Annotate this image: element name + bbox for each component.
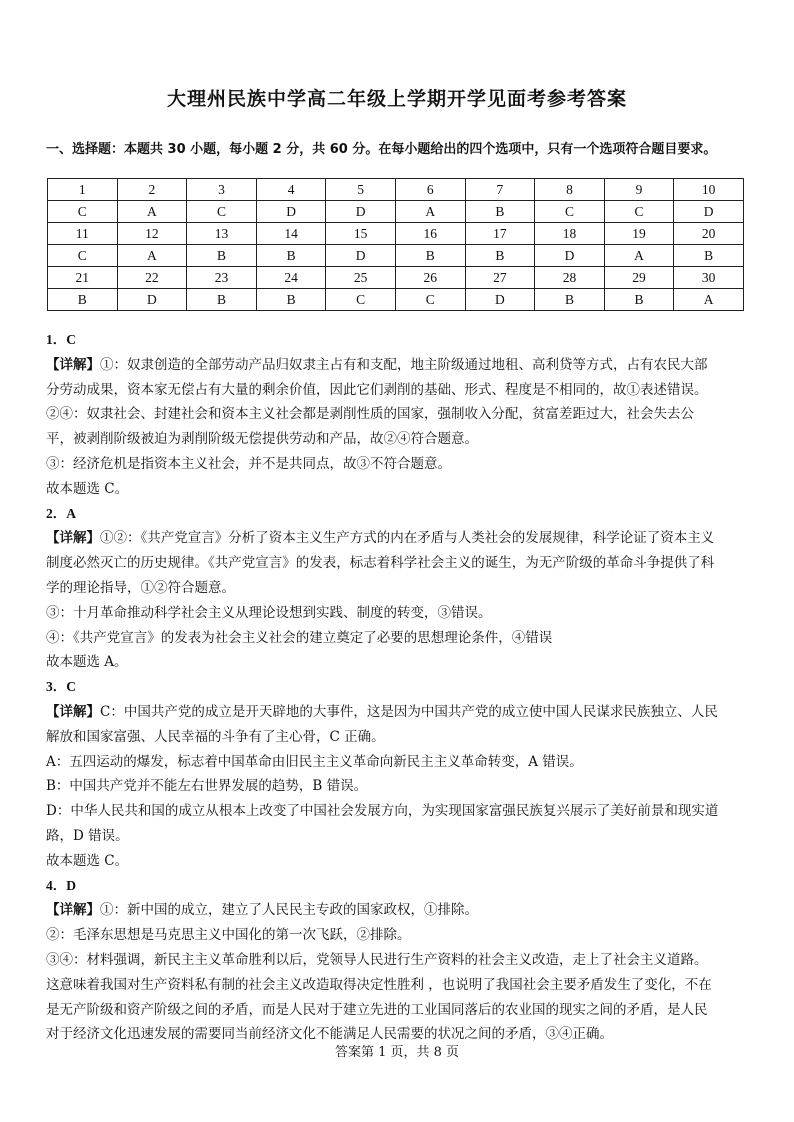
question-number-cell: 20 [674,223,744,245]
explanation-text: ③：十月革命推动科学社会主义从理论设想到实践、制度的转变，③错误。 [46,604,492,621]
page-footer: 答案第 1 页，共 8 页 [334,1045,460,1060]
answer-cell: A [674,289,744,311]
question-number-cell: 1 [48,179,118,201]
answer-cell: C [48,201,118,223]
explanation-tag: 【详解】 [46,703,100,720]
question-number-row [48,179,744,201]
question-number-cell: 15 [326,223,396,245]
question-number-row [48,223,744,245]
explanation-line [46,378,758,403]
question-number-cell: 14 [256,223,326,245]
answer-cell: B [674,245,744,267]
explanation-line [46,750,758,775]
explanation-line [46,402,758,427]
question-number: 1．C [46,332,76,347]
answer-row [48,245,744,267]
answer-cell: D [326,201,396,223]
explanation-line [46,923,758,948]
question-number-cell: 13 [187,223,257,245]
explanation-line [46,898,758,923]
question-number-cell: 22 [117,267,187,289]
explanation-text: 分劳动成果，资本家无偿占有大量的剩余价值，因此它们剥削的基础、形式、程度是不相同的，故①表述错误。 [46,381,708,398]
explanation-text: 是无产阶级和资产阶级之间的矛盾，而是人民对于建立先进的工业国同落后的农业国的现实之间的矛盾，是人民 [46,1001,708,1018]
question-number: 4．D [46,877,76,893]
explanation-text: D：中华人民共和国的成立从根本上改变了中国社会发展方向，为实现国家富强民族复兴展示了美好前景和现实道 [46,803,719,820]
explanation-text: 故本题选 C。 [46,852,129,869]
question-number-cell: 26 [395,267,465,289]
question-number-cell: 11 [48,223,118,245]
answer-cell: D [535,245,605,267]
explanations [46,328,758,1047]
answer-cell: C [187,201,257,223]
answer-cell: C [48,245,118,267]
explanation-line [46,601,758,626]
document-title: 大理州民族中学高二年级上学期开学见面考参考答案 [166,88,627,110]
explanation-text: ④：《共产党宣言》的发表为社会主义社会的建立奠定了必要的思想理论条件，④错误 [46,629,553,646]
explanation-text: 对于经济文化迅速发展的需要同当前经济文化不能满足人民需要的状况之间的矛盾，③④正确。 [46,1026,613,1043]
question-number-cell: 9 [604,179,674,201]
explanation-line [46,626,758,651]
question-number-cell: 2 [117,179,187,201]
answer-cell: B [187,245,257,267]
explanation-line [46,650,758,675]
explanation-text: 这意味着我国对生产资料私有制的社会主义改造取得决定性胜利 ，也说明了我国社会主要矛盾发生了变化，不在 [46,976,712,993]
question-number-row [48,267,744,289]
answer-row [48,201,744,223]
question-number-cell: 24 [256,267,326,289]
explanation-text: 路，D 错误。 [46,827,129,844]
explanation-text: ③：经济危机是指资本主义社会，并不是共同点，故③不符合题意。 [46,455,451,472]
answer-table [47,178,744,311]
answer-cell: B [465,201,535,223]
answer-cell: C [535,201,605,223]
explanation-line [46,973,758,998]
explanation-line [46,948,758,973]
explanation-line [46,725,758,750]
question-number-cell: 28 [535,267,605,289]
section-heading: 一、选择题：本题共 30 小题，每小题 2 分，共 60 分。在每小题给出的四个选项中，只有一个选项符合题目要求。 [46,142,717,157]
question-number-cell: 27 [465,267,535,289]
answer-cell: C [326,289,396,311]
answer-cell: D [256,201,326,223]
explanation-text: 故本题选 C。 [46,480,129,497]
question-number-cell: 8 [535,179,605,201]
answer-cell: B [604,289,674,311]
question-number-cell: 3 [187,179,257,201]
explanation-text: ②：毛泽东思想是马克思主义中国化的第一次飞跃，②排除。 [46,927,411,944]
explanation-text: A：五四运动的爆发，标志着中国革命由旧民主主义革命向新民主主义革命转变，A 错误。 [46,753,583,770]
explanation-text: ①：奴隶创造的全部劳动产品归奴隶主占有和支配，地主阶级通过地租、高利贷等方式，占有农民大部 [100,356,708,373]
answer-cell: B [256,245,326,267]
answer-cell: B [187,289,257,311]
question-number-cell: 7 [465,179,535,201]
question-number-cell: 29 [604,267,674,289]
question-number: 2．A [46,505,76,521]
explanation-text: ②④：奴隶社会、封建社会和资本主义社会都是剥削性质的国家，强制收入分配，贫富差距过大，社会失去公 [46,406,694,423]
explanation-line [46,576,758,601]
question-number-cell: 19 [604,223,674,245]
answer-cell: A [117,245,187,267]
answer-cell: C [604,201,674,223]
question-number-cell: 5 [326,179,396,201]
question-number-cell: 16 [395,223,465,245]
explanation-line [46,427,758,452]
answer-cell: B [48,289,118,311]
question-number-cell: 12 [117,223,187,245]
answer-cell: D [117,289,187,311]
question-number-cell: 23 [187,267,257,289]
explanation-line [46,452,758,477]
explanation-text: C：中国共产党的成立是开天辟地的大事件，这是因为中国共产党的成立使中国人民谋求民族独立、人民 [100,703,718,720]
answer-cell: B [256,289,326,311]
question-number-cell: 30 [674,267,744,289]
answer-cell: A [604,245,674,267]
explanation-line [46,824,758,849]
explanation-line [46,526,758,551]
answer-cell: C [395,289,465,311]
answer-cell: B [395,245,465,267]
question-number-cell: 18 [535,223,605,245]
answer-row [48,289,744,311]
explanation-text: 制度必然灭亡的历史规律。《共产党宣言》的发表，标志着科学社会主义的诞生，为无产阶级的革命斗争提供了科 [46,555,715,572]
explanation-line [46,477,758,502]
explanation-text: 解放和国家富强、人民幸福的斗争有了主心骨，C 正确。 [46,728,385,745]
explanation-line [46,700,758,725]
question-number-cell: 17 [465,223,535,245]
explanation-text: 学的理论指导，①②符合题意。 [46,579,235,596]
explanation-text: ①②：《共产党宣言》分析了资本主义生产方式的内在矛盾与人类社会的发展规律，科学论证了资本主义 [100,530,715,547]
answer-cell: B [535,289,605,311]
answer-cell: D [326,245,396,267]
explanation-text: B：中国共产党并不能左右世界发展的趋势，B 错误。 [46,778,368,795]
question-number-cell: 10 [674,179,744,201]
answer-cell: A [395,201,465,223]
answer-cell: B [465,245,535,267]
explanation-text: 故本题选 A。 [46,654,128,671]
explanation-line [46,774,758,799]
explanation-text: 平，被剥削阶级被迫为剥削阶级无偿提供劳动和产品，故②④符合题意。 [46,431,478,448]
explanation-line [46,551,758,576]
explanation-line [46,353,758,378]
question-number-cell: 21 [48,267,118,289]
question-number: 3．C [46,679,76,695]
explanation-tag: 【详解】 [46,356,100,373]
explanation-tag: 【详解】 [46,902,100,919]
explanation-line [46,998,758,1023]
explanation-text: ①：新中国的成立，建立了人民民主专政的国家政权，①排除。 [100,902,478,919]
explanation-line [46,849,758,874]
answer-cell: A [117,201,187,223]
answer-cell: D [465,289,535,311]
question-number-cell: 25 [326,267,396,289]
question-number-cell: 4 [256,179,326,201]
explanation-tag: 【详解】 [46,530,100,547]
question-number-cell: 6 [395,179,465,201]
answer-cell: D [674,201,744,223]
explanation-line [46,799,758,824]
explanation-text: ③④：材料强调，新民主主义革命胜利以后，党领导人民进行生产资料的社会主义改造，走上了社会主义道路。 [46,951,708,968]
